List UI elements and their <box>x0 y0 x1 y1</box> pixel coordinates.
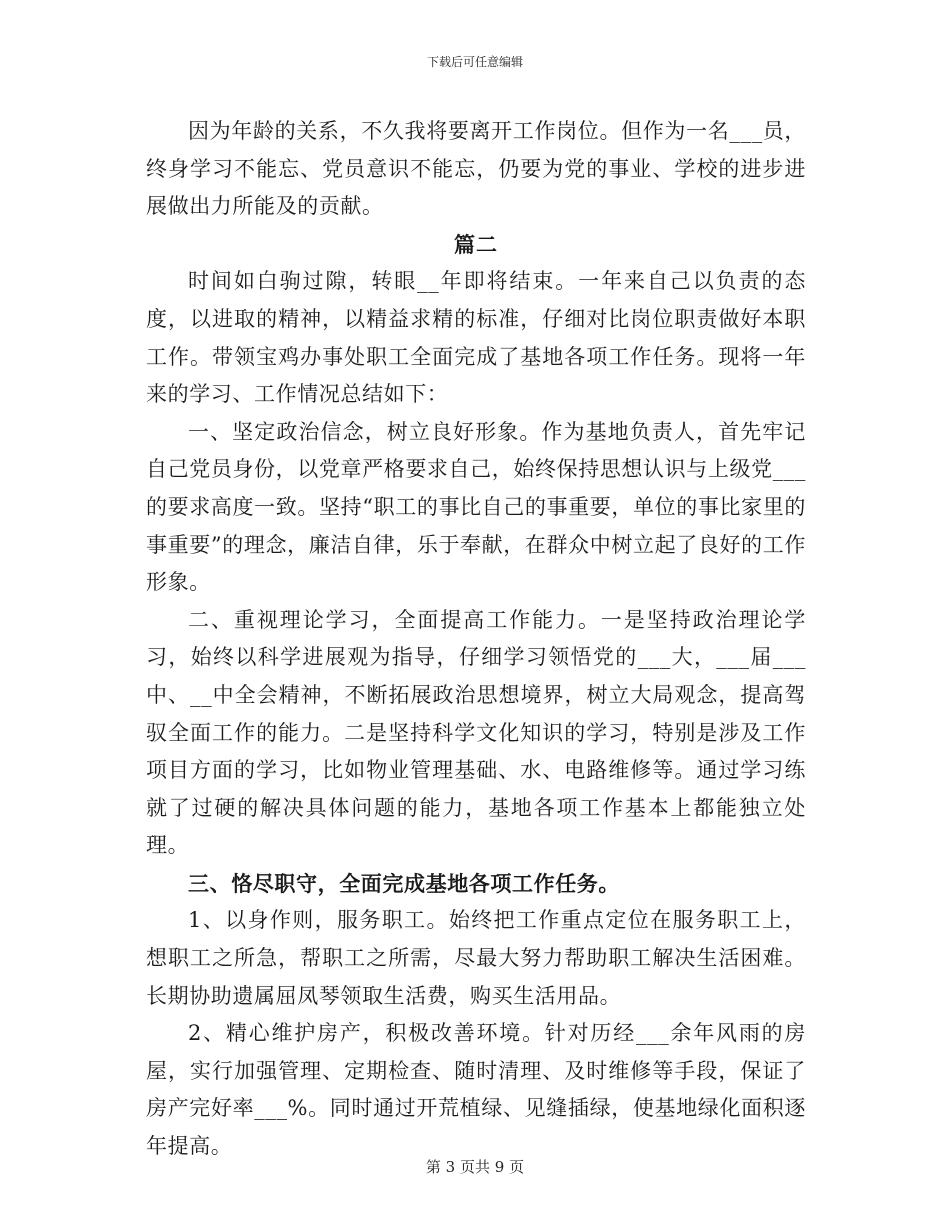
paragraph: 一、坚定政治信念，树立良好形象。作为基地负责人，首先牢记自己党员身份，以党章严格要求自己，始终保持思想认识与上级党___的要求高度一致。坚持“职工的事比自己的事重要，单位的事比家里的事重要”的理念，廉洁自律，乐于奉献，在群众中树立起了良好的工作形象。 <box>146 419 806 595</box>
paragraph: 1、以身作则，服务职工。始终把工作重点定位在服务职工上，想职工之所急，帮职工之所需，尽最大努力帮助职工解决生活困难。长期协助遗属屈凤琴领取生活费，购买生活用品。 <box>146 908 806 1008</box>
paragraph: 因为年龄的关系，不久我将要离开工作岗位。但作为一名___员，终身学习不能忘、党员意识不能忘，仍要为党的事业、学校的进步进展做出力所能及的贡献。 <box>146 119 806 219</box>
bold-heading: 三、恪尽职守，全面完成基地各项工作任务。 <box>188 870 620 896</box>
page-header: 下载后可任意编辑 <box>426 55 523 69</box>
section-title: 篇二 <box>454 231 498 257</box>
paragraph: 时间如白驹过隙，转眼__年即将结束。一年来自己以负责的态度，以进取的精神，以精益求精的标准，仔细对比岗位职责做好本职工作。带领宝鸡办事处职工全面完成了基地各项工作任务。现将一年来的学习、工作情况总结如下： <box>146 269 806 407</box>
paragraph: 2、精心维护房产，积极改善环境。针对历经___余年风雨的房屋，实行加强管理、定期检查、随时清理、及时维修等手段，保证了房产完好率___%。同时通过开荒植绿、见缝插绿，使基地绿化面积逐年提高。 <box>146 1021 806 1159</box>
document-body <box>146 113 806 1166</box>
page-footer: 第 3 页共 9 页 <box>425 1158 525 1176</box>
paragraph: 二、重视理论学习，全面提高工作能力。一是坚持政治理论学习，始终以科学进展观为指导，仔细学习领悟党的___大，___届___中、__中全会精神，不断拓展政治思想境界，树立大局观念，提高驾驭全面工作的能力。二是坚持科学文化知识的学习，特别是涉及工作项目方面的学习，比如物业管理基础、水、电路维修等。通过学习练就了过硬的解决具体问题的能力，基地各项工作基本上都能独立处理。 <box>146 607 806 858</box>
